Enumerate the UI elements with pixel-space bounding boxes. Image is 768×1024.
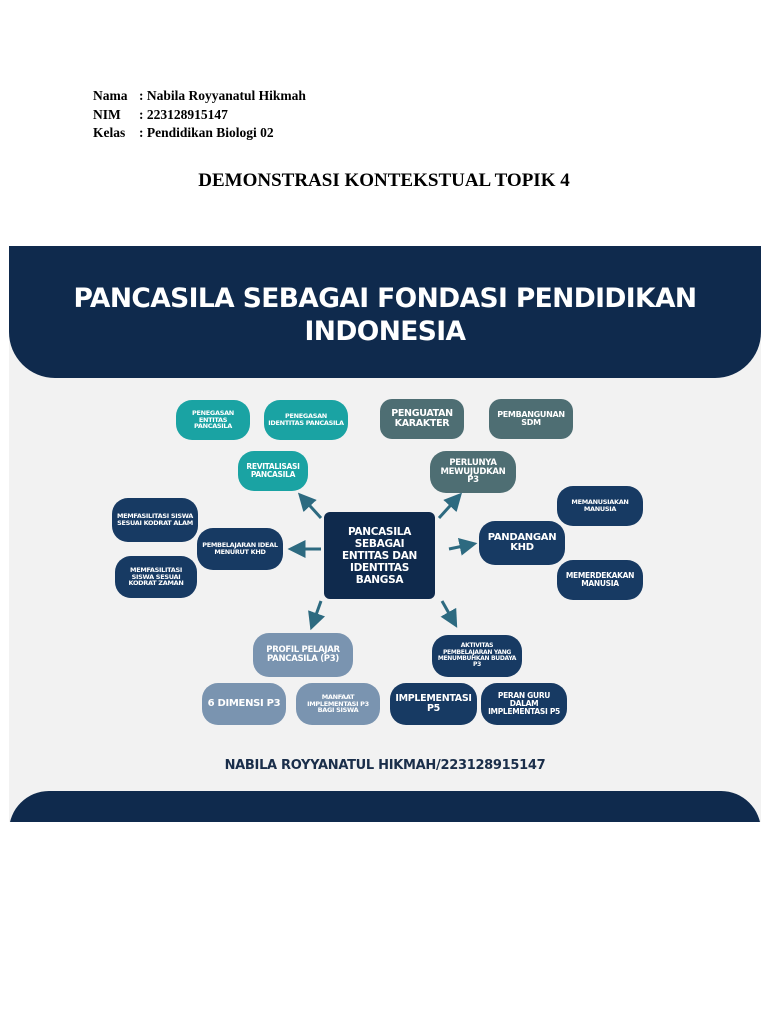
node-pembangunan-sdm: PEMBANGUNAN SDM xyxy=(489,399,573,439)
node-memanusiakan: MEMANUSIAKAN MANUSIA xyxy=(557,486,643,526)
node-profil-p3: PROFIL PELAJAR PANCASILA (P3) xyxy=(253,633,353,677)
document-title: DEMONSTRASI KONTEKSTUAL TOPIK 4 xyxy=(198,170,570,191)
node-perlunya-p3: PERLUNYA MEWUJUDKAN P3 xyxy=(430,451,516,493)
node-revitalisasi: REVITALISASI PANCASILA xyxy=(238,451,308,491)
node-peran-guru: PERAN GURU DALAM IMPLEMENTASI P5 xyxy=(481,683,567,725)
poster-footer-bar xyxy=(9,791,761,822)
node-penguatan-karakter: PENGUATAN KARAKTER xyxy=(380,399,464,439)
node-implementasi-p5: IMPLEMENTASI P5 xyxy=(390,683,477,725)
arrow-to-pandangan xyxy=(449,544,473,549)
node-memfasilitasi-zaman: MEMFASILITASI SISWA SESUAI KODRAT ZAMAN xyxy=(115,556,197,598)
node-penegasan-identitas: PENEGASAN IDENTITAS PANCASILA xyxy=(264,400,348,440)
identity-block xyxy=(93,87,306,143)
mindmap-poster xyxy=(9,246,761,822)
poster-title-line1: PANCASILA SEBAGAI FONDASI PENDIDIKAN xyxy=(73,283,697,314)
node-enam-dimensi: 6 DIMENSI P3 xyxy=(202,683,286,725)
node-memfasilitasi-alam: MEMFASILITASI SISWA SESUAI KODRAT ALAM xyxy=(112,498,198,542)
name-value: : Nabila Royyanatul Hikmah xyxy=(139,88,306,103)
name-label: Nama xyxy=(93,88,128,103)
node-penegasan-entitas: PENEGASAN ENTITAS PANCASILA xyxy=(176,400,250,440)
arrow-to-profil xyxy=(312,601,321,626)
class-row xyxy=(93,124,306,143)
class-value: : Pendidikan Biologi 02 xyxy=(139,125,274,140)
node-pandangan-khd: PANDANGAN KHD xyxy=(479,521,565,565)
poster-title-line2: INDONESIA xyxy=(304,316,466,347)
node-memerdekakan: MEMERDEKAKAN MANUSIA xyxy=(557,560,643,600)
nim-row xyxy=(93,106,306,125)
class-label: Kelas xyxy=(93,125,126,140)
node-center: PANCASILA SEBAGAI ENTITAS DAN IDENTITAS BANGSA xyxy=(324,512,435,599)
nim-value: : 223128915147 xyxy=(139,106,228,122)
node-aktivitas: AKTIVITAS PEMBELAJARAN YANG MENUMBUHKAN BUDAYA P3 xyxy=(432,635,522,677)
arrow-to-revitalisasi xyxy=(301,496,321,518)
name-row xyxy=(93,87,306,106)
nim-label: NIM xyxy=(93,106,121,122)
node-manfaat: MANFAAT IMPLEMENTASI P3 BAGI SISWA xyxy=(296,683,380,725)
arrow-to-perlunya xyxy=(439,496,459,518)
poster-author: NABILA ROYYANATUL HIKMAH/223128915147 xyxy=(224,758,546,773)
node-pembelajaran-ideal: PEMBELAJARAN IDEAL MENURUT KHD xyxy=(197,528,283,570)
arrow-to-aktivitas xyxy=(442,601,455,624)
